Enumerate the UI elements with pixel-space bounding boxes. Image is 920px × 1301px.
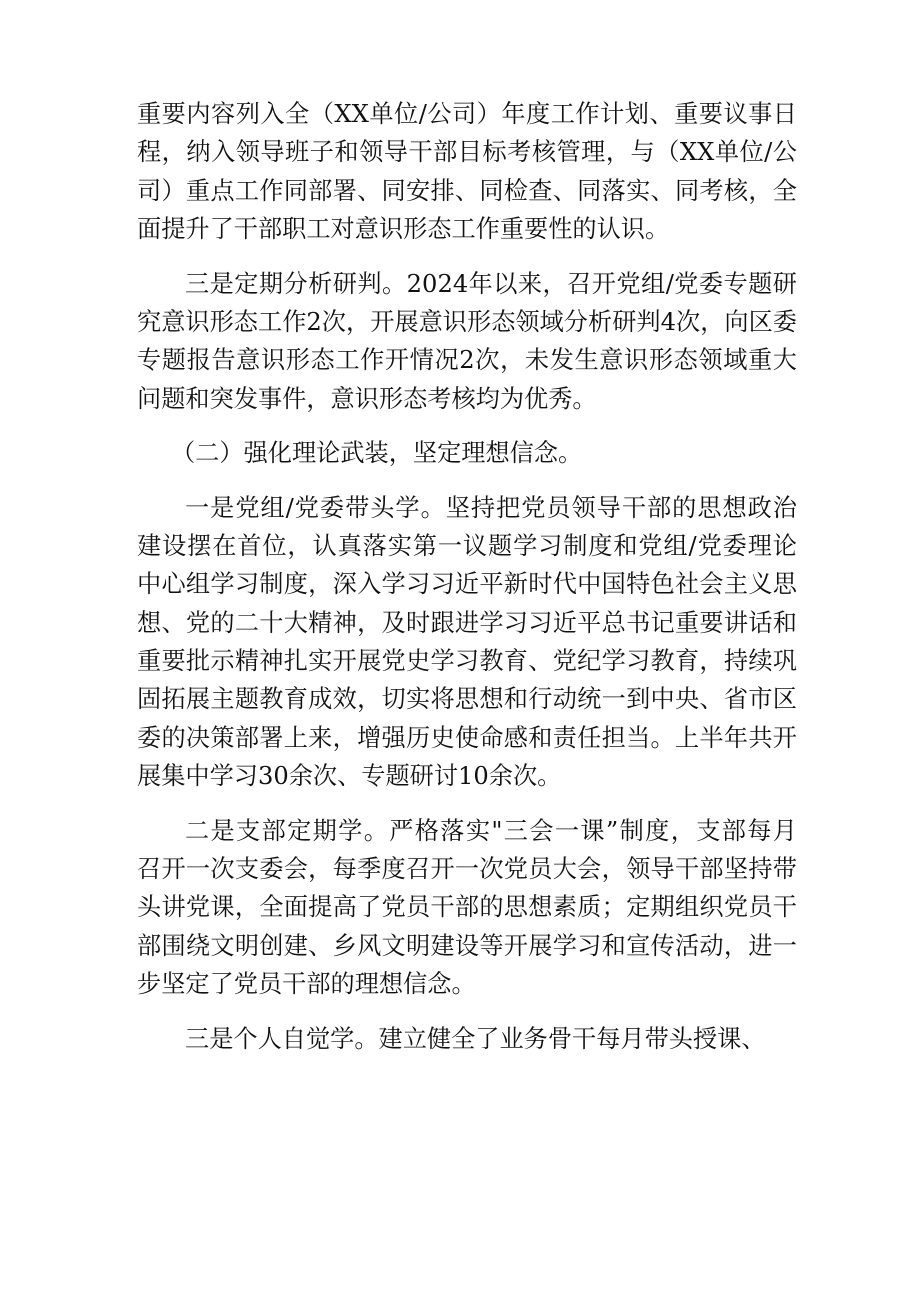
text-line: 司）重点工作同部署、同安排、同检查、同落实、同考核，全	[137, 176, 797, 205]
text-line: 面提升了干部职工对意识形态工作重要性的认识。	[137, 215, 670, 244]
paragraph-gap	[137, 249, 797, 265]
text-line: （二）强化理论武装，坚定理想信念。	[171, 439, 583, 468]
paragraph-gap	[137, 418, 797, 434]
text-line: 三是定期分析研判。2024年以来，召开党组/党委专题研	[185, 269, 797, 298]
paragraph	[137, 812, 797, 1004]
text-line: 一是党组/党委带头学。坚持把党员领导干部的思想政治	[185, 493, 797, 522]
text-line: 中心组学习制度，深入学习习近平新时代中国特色社会主义思	[137, 570, 797, 599]
text-line: 部围绕文明创建、乡风文明建设等开展学习和宣传活动，进一	[137, 931, 797, 960]
paragraph	[137, 1020, 797, 1058]
paragraph-gap	[137, 796, 797, 812]
text-line: 委的决策部署上来，增强历史使命感和责任担当。上半年共开	[137, 723, 797, 752]
text-line: 召开一次支委会，每季度召开一次党员大会，领导干部坚持带	[137, 855, 797, 884]
text-line: 专题报告意识形态工作开情况2次，未发生意识形态领域重大	[137, 346, 797, 375]
text-line: 头讲党课，全面提高了党员干部的思想素质；定期组织党员干	[137, 893, 797, 922]
text-line: 究意识形态工作2次，开展意识形态领域分析研判4次，向区委	[137, 307, 797, 336]
paragraph	[137, 95, 797, 249]
text-line: 三是个人自觉学。建立健全了业务骨干每月带头授课、	[185, 1024, 766, 1053]
document-body	[137, 95, 797, 1058]
text-line: 二是支部定期学。严格落实"三会一课”制度，支部每月	[185, 816, 797, 845]
text-line: 问题和突发事件，意识形态考核均为优秀。	[137, 384, 597, 413]
section-heading	[137, 434, 797, 472]
text-line: 固拓展主题教育成效，切实将思想和行动统一到中央、省市区	[137, 685, 797, 714]
text-line: 重要批示精神扎实开展党史学习教育、党纪学习教育，持续巩	[137, 647, 797, 676]
paragraph	[137, 265, 797, 419]
text-line: 想、党的二十大精神，及时跟进学习习近平总书记重要讲话和	[137, 608, 797, 637]
paragraph-gap	[137, 473, 797, 489]
text-line: 建设摆在首位，认真落实第一议题学习制度和党组/党委理论	[137, 531, 797, 560]
text-line: 步坚定了党员干部的理想信念。	[137, 970, 476, 999]
text-line: 重要内容列入全（XX单位/公司）年度工作计划、重要议事日	[137, 100, 797, 128]
paragraph	[137, 489, 797, 796]
text-line: 展集中学习30余次、专题研讨10余次。	[137, 762, 562, 791]
text-line: 程，纳入领导班子和领导干部目标考核管理，与（XX单位/公	[137, 138, 797, 167]
paragraph-gap	[137, 1004, 797, 1020]
